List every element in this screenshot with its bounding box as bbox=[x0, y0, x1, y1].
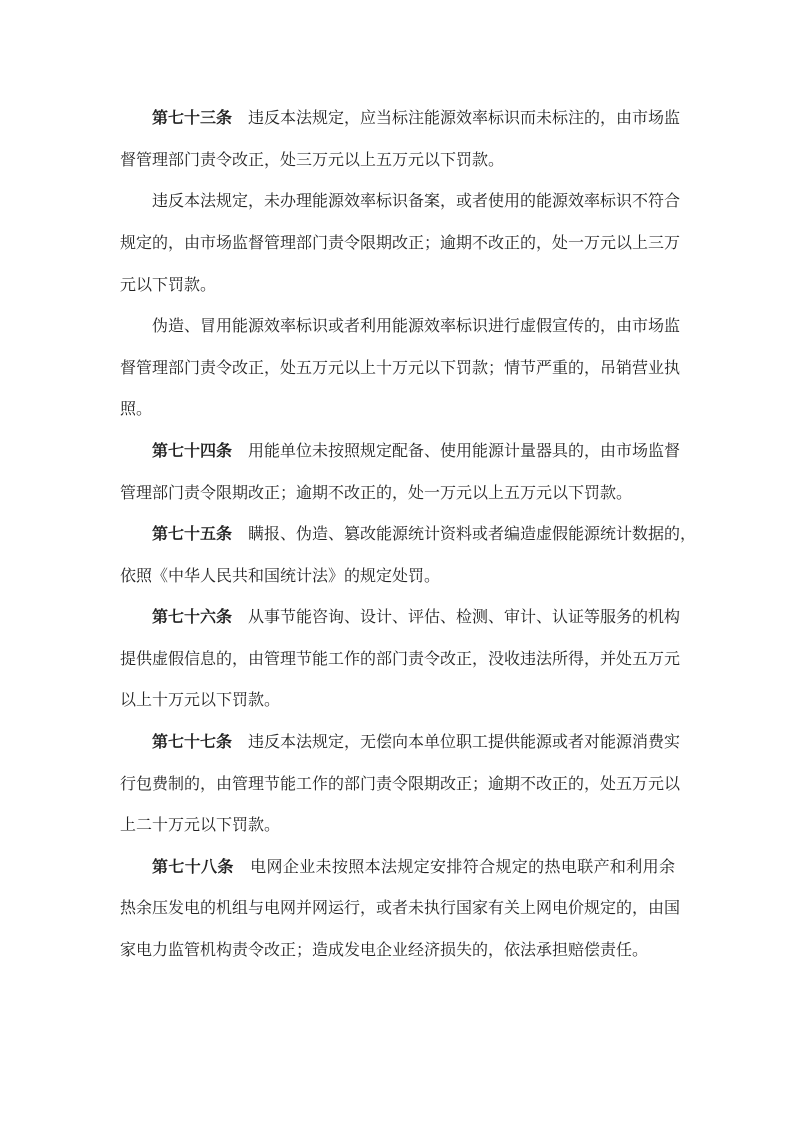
article-number: 第七十七条 bbox=[152, 732, 233, 751]
article-73-line-1: 第七十三条 违反本法规定，应当标注能源效率标识而未标注的，由市场监 bbox=[152, 108, 681, 127]
article-76-line-3: 以上十万元以下罚款。 bbox=[120, 690, 281, 709]
paragraph-line: 照。 bbox=[120, 399, 153, 418]
article-76-line-2: 提供虚假信息的，由管理节能工作的部门责令改正，没收违法所得，并处五万元 bbox=[120, 649, 681, 668]
paragraph-line: 伪造、冒用能源效率标识或者利用能源效率标识进行虚假宣传的，由市场监 bbox=[152, 316, 681, 335]
paragraph-line: 规定的，由市场监督管理部门责令限期改正；逾期不改正的，处一万元以上三万 bbox=[120, 233, 681, 252]
article-77-line-2: 行包费制的，由管理节能工作的部门责令限期改正；逾期不改正的，处五万元以 bbox=[120, 774, 681, 793]
article-78-line-3: 家电力监管机构责令改正；造成发电企业经济损失的，依法承担赔偿责任。 bbox=[120, 940, 649, 959]
article-77-line-1: 第七十七条 违反本法规定，无偿向本单位职工提供能源或者对能源消费实 bbox=[152, 732, 681, 751]
article-number: 第七十六条 bbox=[152, 607, 233, 626]
article-number: 第七十八条 bbox=[152, 857, 234, 876]
article-77-line-3: 上二十万元以下罚款。 bbox=[120, 815, 281, 834]
article-73-line-2: 督管理部门责令改正，处三万元以上五万元以下罚款。 bbox=[120, 150, 505, 169]
paragraph-line: 督管理部门责令改正，处五万元以上十万元以下罚款；情节严重的，吊销营业执 bbox=[120, 358, 681, 377]
article-75-line-1: 第七十五条 瞒报、伪造、篡改能源统计资料或者编造虚假能源统计数据的， bbox=[152, 524, 697, 543]
article-74-line-1: 第七十四条 用能单位未按照规定配备、使用能源计量器具的，由市场监督 bbox=[152, 441, 681, 460]
paragraph-line: 违反本法规定，未办理能源效率标识备案，或者使用的能源效率标识不符合 bbox=[152, 191, 681, 210]
article-78-line-2: 热余压发电的机组与电网并网运行，或者未执行国家有关上网电价规定的，由国 bbox=[120, 898, 681, 917]
paragraph-line: 元以下罚款。 bbox=[120, 275, 217, 294]
article-74-line-2: 管理部门责令限期改正；逾期不改正的，处一万元以上五万元以下罚款。 bbox=[120, 483, 633, 502]
article-75-line-2: 依照《中华人民共和国统计法》的规定处罚。 bbox=[120, 566, 441, 585]
article-number: 第七十五条 bbox=[152, 524, 233, 543]
article-number: 第七十三条 bbox=[152, 108, 233, 127]
article-78-line-1: 第七十八条 电网企业未按照本法规定安排符合规定的热电联产和利用余 bbox=[152, 857, 675, 876]
article-76-line-1: 第七十六条 从事节能咨询、设计、评估、检测、审计、认证等服务的机构 bbox=[152, 607, 681, 626]
article-number: 第七十四条 bbox=[152, 441, 233, 460]
